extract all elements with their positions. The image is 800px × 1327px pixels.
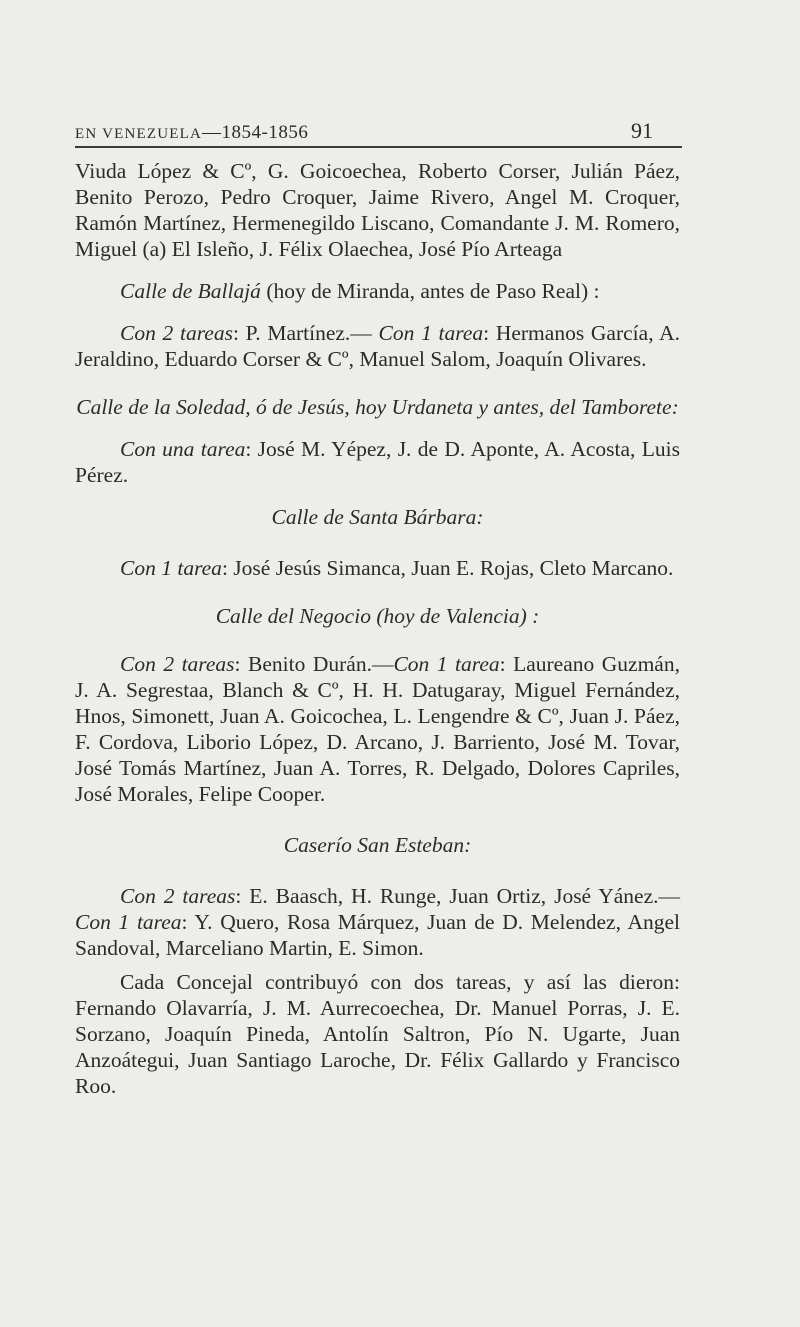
page-body — [75, 158, 680, 1099]
contributors-two-tasks: : Benito Durán.— — [234, 652, 394, 676]
contributors-two-tasks: : E. Baasch, H. Runge, Juan Ortiz, José Yánez.— — [235, 884, 680, 908]
paragraph-negocio-contributors — [75, 651, 680, 807]
label-one-task: Con 1 tarea — [120, 556, 222, 580]
running-head — [75, 108, 655, 144]
label-one-task: Con 1 tarea — [378, 321, 484, 345]
heading-calle-santa-barbara — [75, 504, 680, 530]
contributors-one-task: : José Jesús Simanca, Juan E. Rojas, Cleto Marcano. — [221, 556, 674, 580]
street-note-ballaja: (hoy de Miranda, antes de Paso Real) : — [260, 279, 600, 303]
heading-caserio-san-esteban: Caserío San Esteban: — [283, 833, 472, 857]
street-name-ballaja: Calle de Ballajá — [120, 279, 261, 303]
running-head-title — [75, 122, 308, 144]
paragraph-calle-ballaja — [75, 278, 680, 304]
paragraph-santa-barbara-contributors — [75, 555, 680, 581]
label-one-task: Con 1 tarea — [75, 910, 182, 934]
heading-calle-santa-barbara-colon: : — [476, 505, 484, 529]
contributors-one-task: : José M. Yépez, J. de D. Aponte, A. Acosta, Luis Pérez. — [75, 437, 680, 487]
paragraph-ballaja-contributors — [75, 320, 680, 372]
contributors-one-task: : Hermanos García, A. Jeraldino, Eduardo Corser & Cº, Manuel Salom, Joaquín Olivares. — [75, 321, 680, 371]
paragraph-soledad-contributors — [75, 436, 680, 488]
running-head-title-years: —1854-1856 — [202, 122, 309, 143]
label-two-tasks: Con 2 tareas — [120, 884, 236, 908]
label-two-tasks: Con 2 tareas — [120, 321, 233, 345]
heading-calle-soledad-text: Calle de la Soledad, ó de Jesús, hoy Urdaneta y antes, del Tamborete — [76, 395, 672, 419]
heading-calle-soledad — [75, 394, 680, 420]
paragraph-san-esteban-contributors — [75, 883, 680, 961]
paragraph-concejales: Cada Concejal contribuyó con dos tareas, y así las dieron: Fernando Olavarría, J. M. Aurrecoechea, Dr. Manuel Porras, J. E. Sorzano, Joaquín Pineda, Antolín Saltron, Pío N. Ugarte, Juan Anzoátegui, Juan Santiago Laroche, Dr. Félix Gallardo y Francisco Roo. — [75, 970, 680, 1098]
label-one-task: Con una tarea — [120, 437, 246, 461]
heading-calle-santa-barbara-text: Calle de Santa Bárbara — [271, 505, 477, 529]
header-rule — [75, 146, 682, 148]
label-two-tasks: Con 2 tareas — [120, 652, 235, 676]
label-one-task: Con 1 tarea — [393, 652, 500, 676]
running-head-title-prefix: EN VENEZUELA — [75, 126, 203, 142]
contributors-two-tasks: : P. Martínez.— — [232, 321, 379, 345]
heading-calle-negocio: Calle del Negocio (hoy de Valencia) : — [215, 604, 540, 628]
page-number: 91 — [631, 118, 653, 143]
contributors-one-task: : Laureano Guzmán, J. A. Segrestaa, Blanch & Cº, H. H. Datugaray, Miguel Fernández, Hnos, Simonett, Juan A. Goicochea, L. Lengendre & Cº, Juan J. Páez, F. Cordova, Liborio López, D. Arcano, J. Barriento, José M. Tovar, José Tomás Martínez, Juan A. Torres, R. Delgado, Dolores Capriles, José Morales, Felipe Cooper. — [75, 652, 680, 806]
contributors-one-task: : Y. Quero, Rosa Márquez, Juan de D. Melendez, Angel Sandoval, Marceliano Martin, E. Simon. — [75, 910, 680, 960]
heading-calle-soledad-colon: : — [671, 395, 679, 419]
paragraph-continuation: Viuda López & Cº, G. Goicoechea, Roberto Corser, Julián Páez, Benito Perozo, Pedro Croquer, Jaime Rivero, Angel M. Croquer, Ramón Martínez, Hermenegildo Liscano, Comandante J. M. Romero, Miguel (a) El Isleño, J. Félix Olaechea, José Pío Arteaga — [75, 159, 680, 261]
